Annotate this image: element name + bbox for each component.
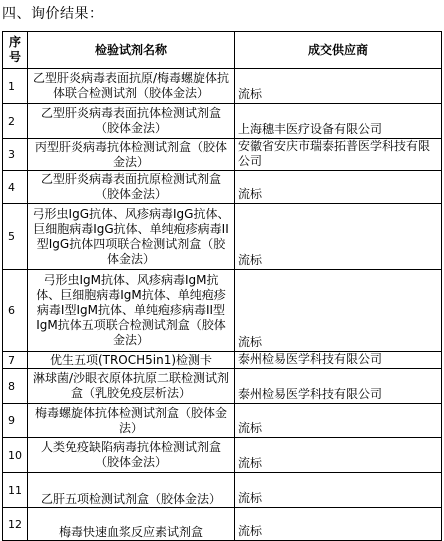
- row-index: 6: [3, 270, 28, 352]
- row-index: 9: [3, 404, 28, 438]
- table-row: [3, 473, 442, 508]
- table-row: [3, 508, 442, 541]
- reagent-name: 乙肝五项检测试剂盒（胶体金法）: [28, 473, 235, 508]
- table-row: [3, 204, 442, 270]
- supplier-name: 安徽省安庆市瑞泰拓普医学科技有限公司: [235, 139, 442, 171]
- supplier-name: 上海穗丰医疗设备有限公司: [235, 104, 442, 139]
- supplier-name: 泰州检易医学科技有限公司: [235, 352, 442, 369]
- header-index: 序号: [3, 32, 28, 69]
- header-supplier: 成交供应商: [235, 32, 442, 69]
- reagent-name: 丙型肝炎病毒抗体检测试剂盒（胶体金法）: [28, 139, 235, 171]
- row-index: 3: [3, 139, 28, 171]
- table-row: [3, 369, 442, 404]
- table-row: [3, 104, 442, 139]
- supplier-name: 流标: [235, 473, 442, 508]
- supplier-name: 流标: [235, 438, 442, 473]
- reagent-name: 人类免疫缺陷病毒抗体检测试剂盒（胶体金法）: [28, 438, 235, 473]
- row-index: 1: [3, 69, 28, 104]
- reagent-name: 弓形虫IgM抗体、风疹病毒IgM抗体、巨细胞病毒IgM抗体、单纯疱疹病毒I型IgM抗体、单纯疱疹病毒II型IgM抗体五项联合检测试剂盒（胶体金法）: [28, 270, 235, 352]
- reagent-name: 乙型肝炎病毒表面抗原检测试剂盒（胶体金法）: [28, 171, 235, 204]
- supplier-name: 流标: [235, 204, 442, 270]
- supplier-name: 流标: [235, 69, 442, 104]
- section-title: 四、询价结果：: [2, 6, 104, 22]
- supplier-name: 流标: [235, 171, 442, 204]
- table-row: [3, 438, 442, 473]
- reagent-name: 梅毒快速血浆反应素试剂盒: [28, 508, 235, 541]
- reagent-name: 淋球菌/沙眼衣原体抗原二联检测试剂盒（乳胶免疫层析法）: [28, 369, 235, 404]
- table-row: [3, 352, 442, 369]
- row-index: 4: [3, 171, 28, 204]
- reagent-name: 弓形虫IgG抗体、风疹病毒IgG抗体、巨细胞病毒IgG抗体、单纯疱疹病毒II型IgG抗体四项联合检测试剂盒（胶体金法）: [28, 204, 235, 270]
- row-index: 12: [3, 508, 28, 541]
- row-index: 5: [3, 204, 28, 270]
- supplier-name: 流标: [235, 270, 442, 352]
- table-row: [3, 139, 442, 171]
- supplier-name: 流标: [235, 508, 442, 541]
- reagent-name: 乙型肝炎病毒表面抗体检测试剂盒（胶体金法）: [28, 104, 235, 139]
- table-row: [3, 69, 442, 104]
- row-index: 8: [3, 369, 28, 404]
- supplier-name: 流标: [235, 404, 442, 438]
- reagent-name: 梅毒螺旋体抗体检测试剂盒（胶体金法）: [28, 404, 235, 438]
- table-row: [3, 171, 442, 204]
- table-row: [3, 404, 442, 438]
- row-index: 7: [3, 352, 28, 369]
- row-index: 10: [3, 438, 28, 473]
- reagent-name: 优生五项(TROCH5in1)检测卡: [28, 352, 235, 369]
- row-index: 11: [3, 473, 28, 508]
- table-row: [3, 270, 442, 352]
- reagent-name: 乙型肝炎病毒表面抗原/梅毒螺旋体抗体联合检测试剂（胶体金法）: [28, 69, 235, 104]
- supplier-name: 泰州检易医学科技有限公司: [235, 369, 442, 404]
- header-reagent-name: 检验试剂名称: [28, 32, 235, 69]
- inquiry-results-table: [2, 31, 442, 541]
- table-header-row: [3, 32, 442, 69]
- row-index: 2: [3, 104, 28, 139]
